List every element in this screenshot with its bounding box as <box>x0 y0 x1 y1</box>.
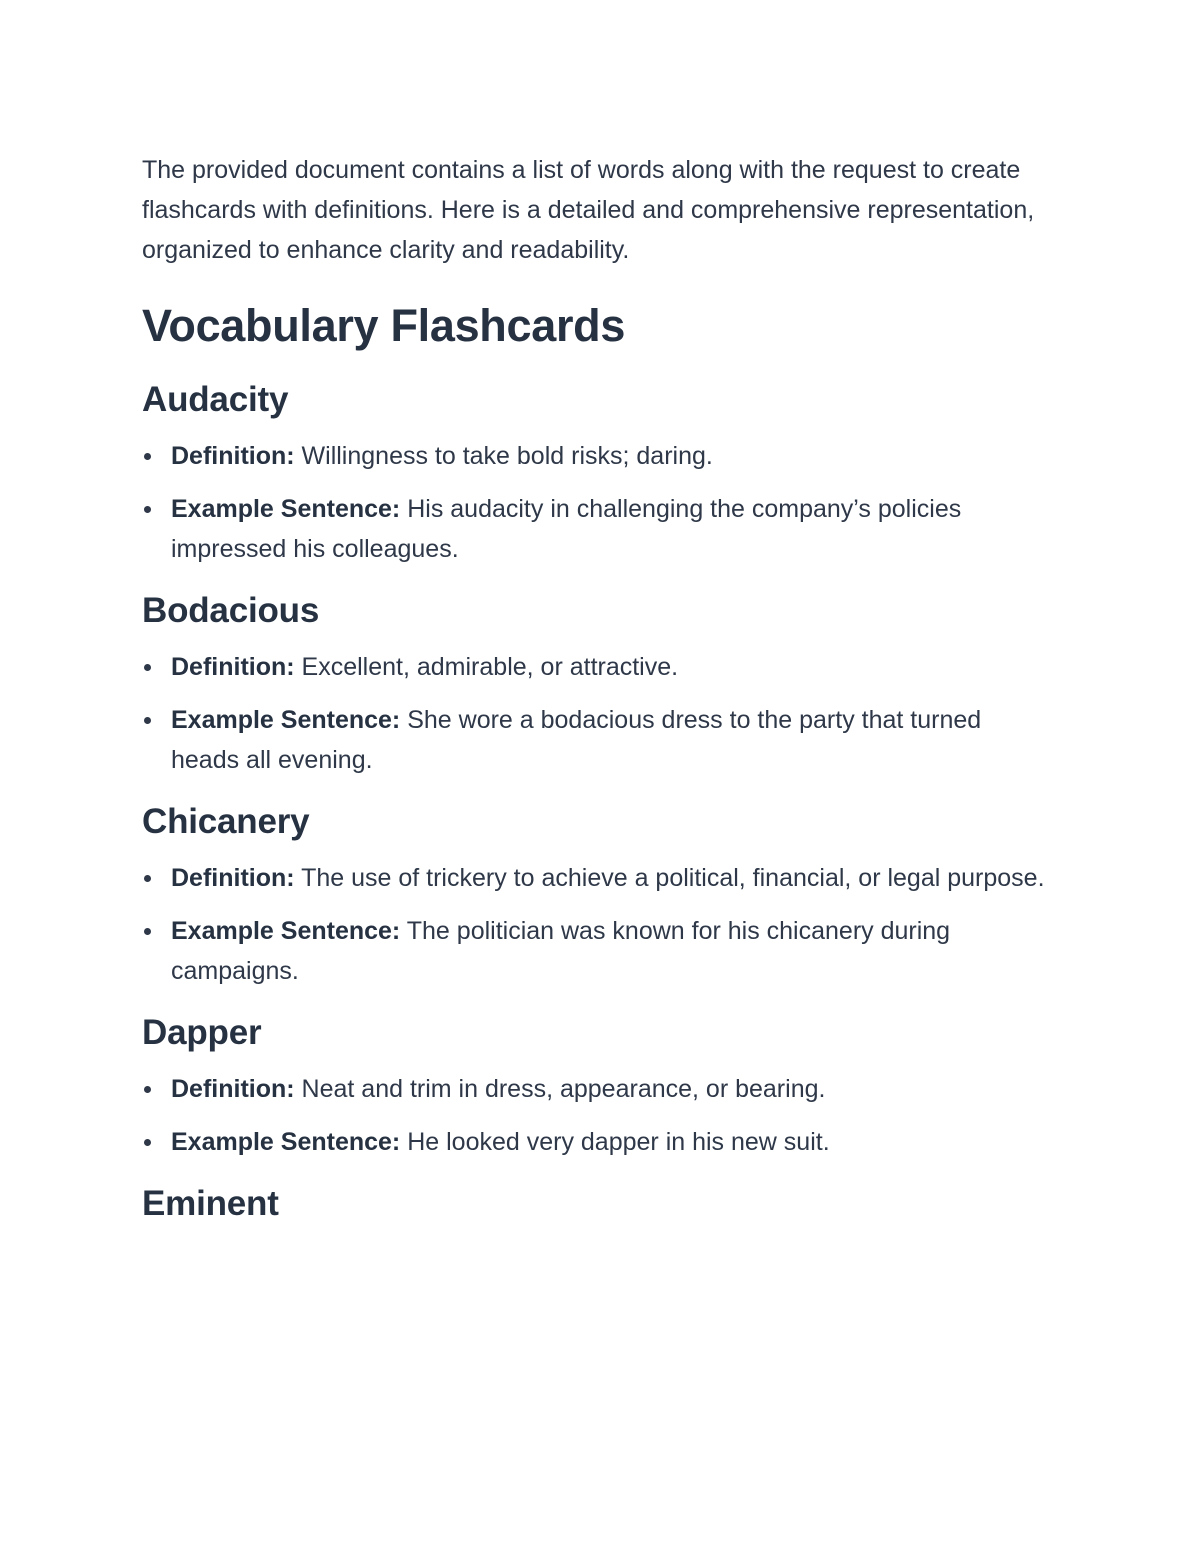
document-page <box>142 150 1052 1240</box>
example-text: His audacity in challenging the company’s policies impressed his colleagues. <box>171 495 962 563</box>
flashcard-details <box>142 436 1052 569</box>
bullet-icon <box>144 928 151 935</box>
word-heading: Dapper <box>142 1013 262 1052</box>
bullet-icon <box>144 1139 151 1146</box>
definition-label: Definition: <box>171 653 295 681</box>
bullet-icon <box>144 875 151 882</box>
definition-item <box>142 858 1052 898</box>
intro-paragraph: The provided document contains a list of words along with the request to create flashcards with definitions. Here is a detailed and comprehensive representation, organized to enhance clarity and readability. <box>142 156 1035 264</box>
flashcard-eminent <box>142 1182 1052 1226</box>
definition-label: Definition: <box>171 1075 295 1103</box>
word-heading: Audacity <box>142 380 289 419</box>
page-title: Vocabulary Flashcards <box>142 300 626 351</box>
flashcard-details <box>142 647 1052 780</box>
bullet-icon <box>144 717 151 724</box>
flashcard-details <box>142 858 1052 991</box>
flashcard-audacity <box>142 378 1052 569</box>
bullet-icon <box>144 664 151 671</box>
bullet-icon <box>144 506 151 513</box>
example-label: Example Sentence: <box>171 917 401 945</box>
definition-item <box>142 1069 1052 1109</box>
example-item <box>142 1122 1052 1162</box>
definition-item <box>142 436 1052 476</box>
word-heading: Chicanery <box>142 802 310 841</box>
word-heading: Bodacious <box>142 591 320 630</box>
example-label: Example Sentence: <box>171 495 401 523</box>
definition-text: The use of trickery to achieve a political, financial, or legal purpose. <box>294 864 1045 892</box>
definition-label: Definition: <box>171 864 295 892</box>
flashcard-chicanery <box>142 800 1052 991</box>
definition-text: Willingness to take bold risks; daring. <box>294 442 713 470</box>
flashcard-bodacious <box>142 589 1052 780</box>
definition-label: Definition: <box>171 442 295 470</box>
example-item <box>142 700 1052 780</box>
definition-text: Excellent, admirable, or attractive. <box>294 653 679 681</box>
example-label: Example Sentence: <box>171 706 401 734</box>
example-item <box>142 911 1052 991</box>
flashcard-dapper <box>142 1011 1052 1162</box>
word-heading: Eminent <box>142 1184 279 1223</box>
flashcard-details <box>142 1069 1052 1162</box>
bullet-icon <box>144 453 151 460</box>
example-label: Example Sentence: <box>171 1128 401 1156</box>
bullet-icon <box>144 1086 151 1093</box>
example-item <box>142 489 1052 569</box>
definition-item <box>142 647 1052 687</box>
example-text: He looked very dapper in his new suit. <box>400 1128 830 1156</box>
example-text: The politician was known for his chicanery during campaigns. <box>171 917 951 985</box>
example-text: She wore a bodacious dress to the party that turned heads all evening. <box>171 706 982 774</box>
definition-text: Neat and trim in dress, appearance, or bearing. <box>294 1075 826 1103</box>
